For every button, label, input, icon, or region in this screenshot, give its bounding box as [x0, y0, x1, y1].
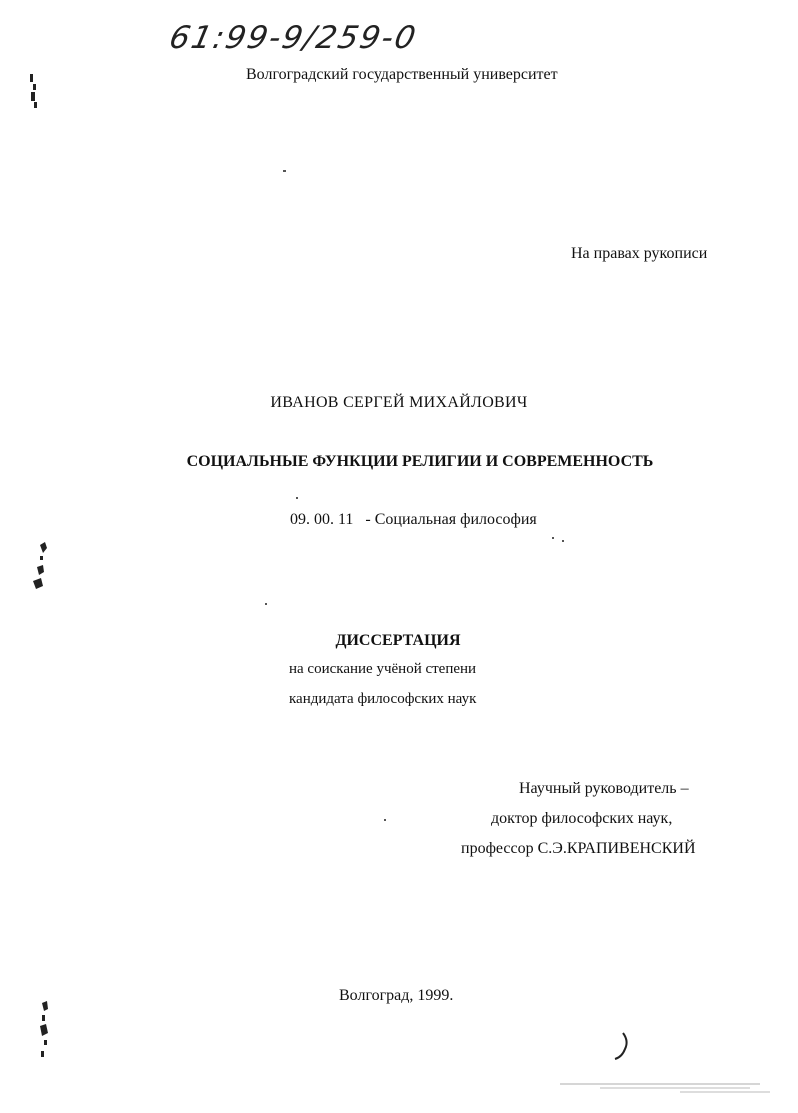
bottom-edge-noise: [560, 1083, 770, 1093]
binding-marks-top: [30, 74, 37, 108]
degree-line-2: кандидата философских наук: [289, 691, 477, 707]
binding-marks-bottom: [40, 1001, 48, 1057]
author-name: ИВАНОВ СЕРГЕЙ МИХАЙЛОВИЧ: [270, 394, 528, 411]
manuscript-rights-note: На правах рукописи: [571, 245, 708, 262]
handwritten-tick-mark: [615, 1033, 627, 1059]
degree-line-1: на соискание учёной степени: [289, 661, 477, 677]
place-and-year: Волгоград, 1999.: [339, 987, 454, 1004]
supervisor-line-1: Научный руководитель –: [519, 780, 689, 797]
specialty-name: - Социальная философия: [365, 511, 537, 528]
document-type: ДИССЕРТАЦИЯ: [335, 632, 461, 649]
binding-marks-middle: [33, 542, 47, 589]
specks: [265, 170, 564, 821]
dissertation-title: СОЦИАЛЬНЫЕ ФУНКЦИИ РЕЛИГИИ И СОВРЕМЕННОСТЬ: [186, 453, 654, 470]
handwritten-catalog-code: 61:99-9/259-0: [166, 20, 421, 56]
supervisor-line-2: доктор философских наук,: [491, 810, 673, 827]
supervisor-line-3: профессор С.Э.КРАПИВЕНСКИЙ: [461, 840, 696, 857]
university-name: Волгоградский государственный университет: [246, 66, 558, 83]
specialty-code: 09. 00. 11: [290, 511, 354, 528]
